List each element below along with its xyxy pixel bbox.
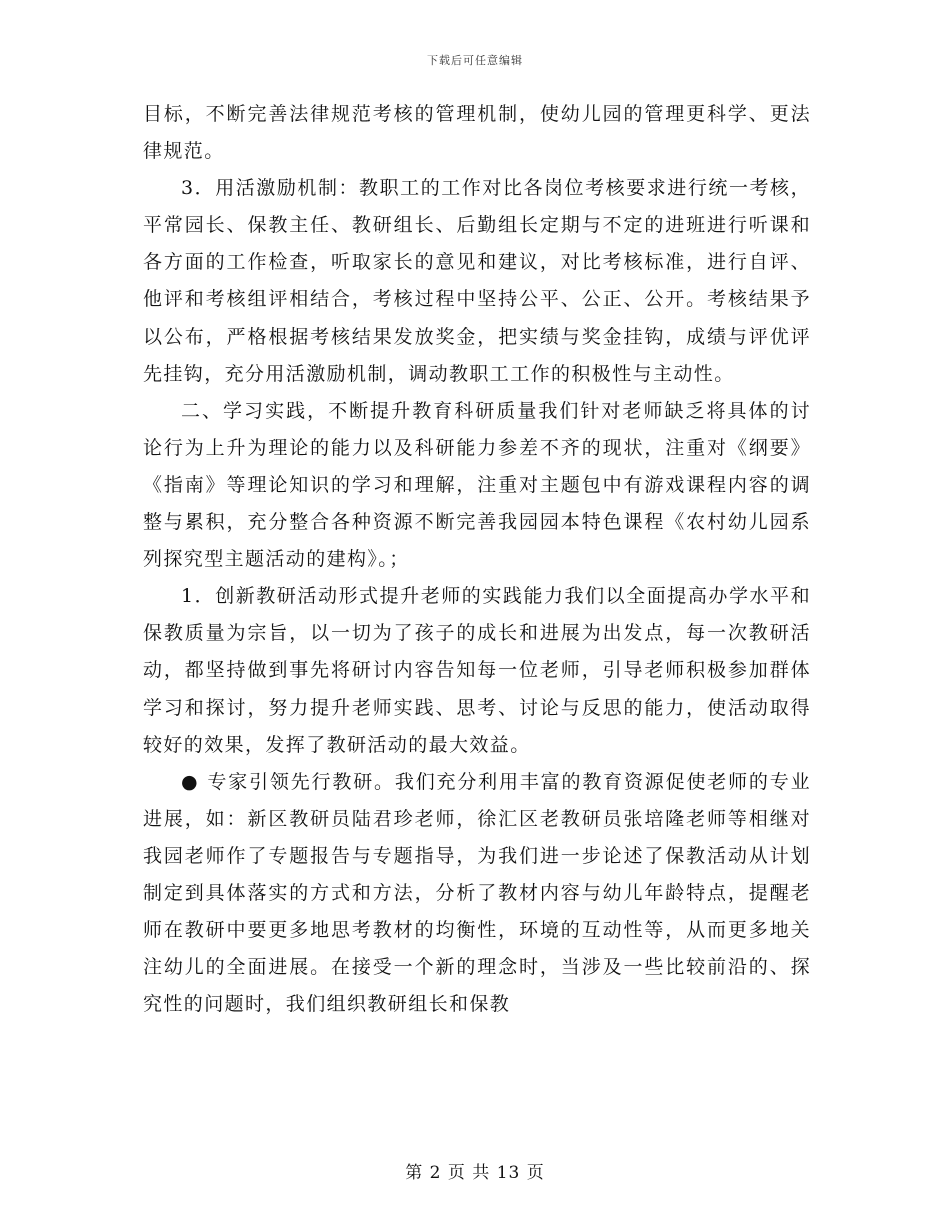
document-body: [143, 96, 811, 1023]
bullet-icon: ●: [181, 770, 199, 793]
paragraph-teaching-research: 1．创新教研活动形式提升老师的实践能力我们以全面提高办学水平和保教质量为宗旨，以一切为了孩子的成长和进展为出发点，每一次教研活动，都坚持做到事先将研讨内容告知每一位老师，引导老师积极参加群体学习和探讨，努力提升老师实践、思考、讨论与反思的能力，使活动取得较好的效果，发挥了教研活动的最大效益。: [143, 585, 811, 756]
paragraph-learning-practice: 二、学习实践，不断提升教育科研质量我们针对老师缺乏将具体的讨论行为上升为理论的能力以及科研能力参差不齐的现状，注重对《纲要》《指南》等理论知识的学习和理解，注重对主题包中有游戏课程内容的调整与累积，充分整合各种资源不断完善我园园本特色课程《农村幼儿园系列探究型主题活动的建构》。；: [143, 399, 811, 571]
paragraph-expert-guidance-text: 专家引领先行教研。我们充分利用丰富的教育资源促使老师的专业进展，如：新区教研员陆君珍老师，徐汇区老教研员张培隆老师等相继对我园老师作了专题报告与专题指导，为我们进一步论述了保教活动从计划制定到具体落实的方式和方法，分析了教材内容与幼儿年龄特点，提醒老师在教研中要更多地思考教材的均衡性，环境的互动性等，从而更多地关注幼儿的全面进展。在接受一个新的理念时，当涉及一些比较前沿的、探究性的问题时，我们组织教研组长和保教: [143, 770, 811, 1016]
header-note: 下载后可任意编辑: [427, 54, 523, 67]
paragraph-continuation: 目标，不断完善法律规范考核的管理机制，使幼儿园的管理更科学、更法律规范。: [143, 103, 811, 163]
page-number: 第 2 页 共 13 页: [405, 1163, 545, 1183]
paragraph-incentive-mechanism: 3．用活激励机制：教职工的工作对比各岗位考核要求进行统一考核，平常园长、保教主任、教研组长、后勤组长定期与不定的进班进行听课和各方面的工作检查，听取家长的意见和建议，对比考核标准，进行自评、他评和考核组评相结合，考核过程中坚持公平、公正、公开。考核结果予以公布，严格根据考核结果发放奖金，把实绩与奖金挂钩，成绩与评优评先挂钩，充分用活激励机制，调动教职工工作的积极性与主动性。: [143, 177, 811, 385]
paragraph-expert-guidance: [143, 764, 811, 1024]
